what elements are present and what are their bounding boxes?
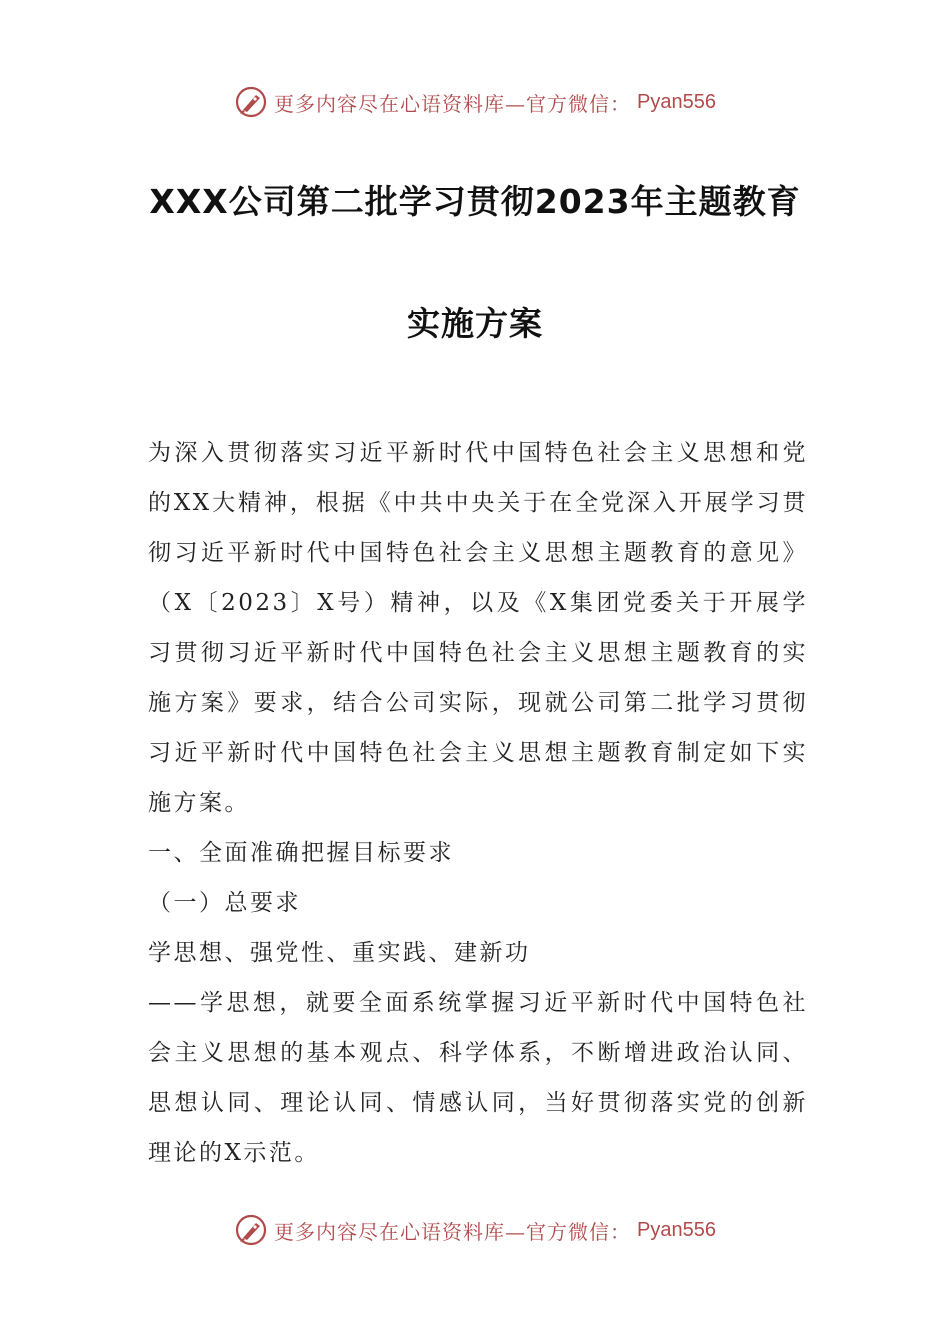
pen-nib-icon (234, 85, 268, 119)
pen-nib-icon (234, 1213, 268, 1247)
watermark-text: 更多内容尽在心语资料库—官方微信： (274, 1219, 632, 1244)
footer-watermark (0, 1210, 950, 1250)
intro-paragraph: 为深入贯彻落实习近平新时代中国特色社会主义思想和党的XX大精神，根据《中共中央关于在全党深入开展学习贯彻习近平新时代中国特色社会主义思想主题教育的意见》（X〔2023〕X号）精神，以及《X集团党委关于开展学习贯彻习近平新时代中国特色社会主义思想主题教育的实施方案》要求，结合公司实际，现就公司第二批学习贯彻习近平新时代中国特色社会主义思想主题教育制定如下实施方案。 (148, 440, 808, 816)
document-body (148, 428, 808, 1178)
document-title-line2: 实施方案 (407, 304, 543, 343)
document-title-line1: XXX公司第二批学习贯彻2023年主题教育 (149, 182, 801, 221)
header-watermark (0, 82, 950, 122)
summary-line: 学思想、强党性、重实践、建新功 (148, 940, 531, 966)
watermark-text: 更多内容尽在心语资料库—官方微信： (274, 91, 632, 116)
subsection-heading: （一）总要求 (148, 890, 301, 916)
section-heading: 一、全面准确把握目标要求 (148, 840, 454, 866)
watermark-handle: Pyan556 (637, 1218, 716, 1241)
watermark-handle: Pyan556 (637, 90, 716, 113)
study-paragraph: ——学思想，就要全面系统掌握习近平新时代中国特色社会主义思想的基本观点、科学体系，不断增进政治认同、思想认同、理论认同、情感认同，当好贯彻落实党的创新理论的X示范。 (148, 990, 808, 1166)
